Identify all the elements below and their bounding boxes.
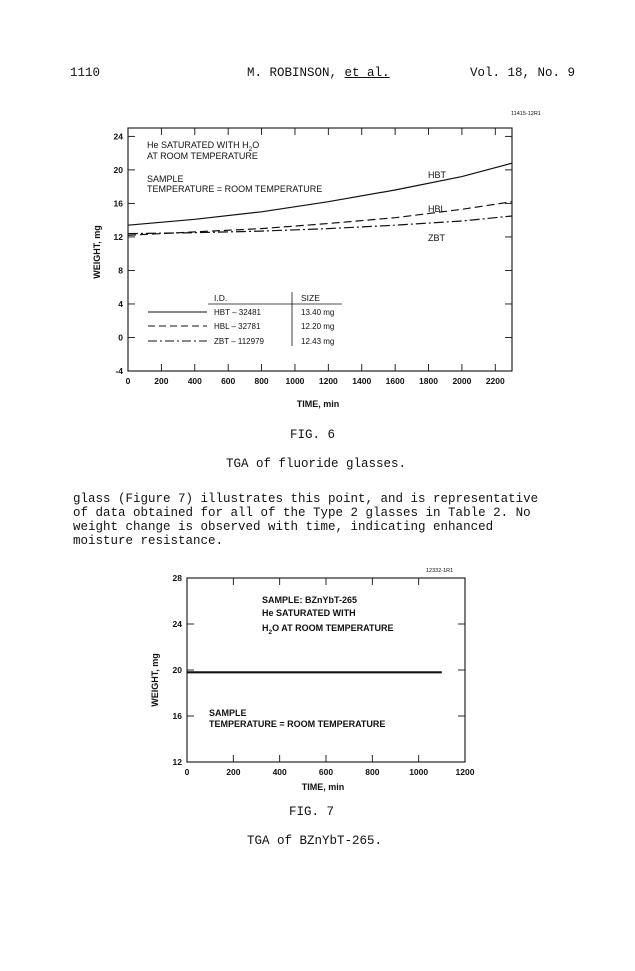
fig6-caption: TGA of fluoride glasses. [226, 457, 407, 471]
fig7-caption: TGA of BZnYbT-265. [247, 834, 383, 848]
x-tick-label: 1200 [318, 376, 338, 386]
fig6-table-header-size: SIZE [301, 293, 320, 303]
series-line-hbt [128, 163, 512, 225]
series-line-hbl [128, 202, 512, 236]
x-tick-label: 800 [365, 767, 380, 777]
fig6-y-axis-label: WEIGHT, mg [92, 225, 102, 279]
fig6-table-row-hbl-size: 12.20 mg [301, 322, 335, 331]
y-tick-label: 16 [172, 711, 182, 721]
fig6-series-label-hbt: HBT [428, 170, 446, 180]
fig7-sample-line1: SAMPLE [209, 708, 247, 718]
y-tick-label: 4 [118, 298, 123, 309]
x-tick-label: 400 [272, 767, 287, 777]
authors-main: M. ROBINSON, [247, 66, 345, 80]
fig6-series-label-hbl: HBL [428, 204, 446, 214]
x-tick-label: 200 [154, 376, 169, 386]
fig6-table-header-id: I.D. [214, 293, 228, 303]
y-tick-label: 16 [113, 198, 123, 209]
fig7-plot-frame [187, 578, 465, 762]
volume-info: Vol. 18, No. 9 [470, 66, 576, 80]
y-tick-label: 8 [118, 265, 123, 276]
fig7-note-line1: SAMPLE: BZnYbT-265 [262, 595, 358, 605]
fig6-series-label-zbt: ZBT [428, 233, 445, 243]
x-tick-label: 800 [254, 376, 269, 386]
figure-7-chart [0, 550, 635, 800]
fig6-id-code: 11415-12R1 [511, 111, 541, 117]
body-text-line-3: weight change is observed with time, indicating enhanced [73, 520, 494, 534]
fig7-note-line3: $H_2O$ AT ROOM TEMPERATURE [262, 623, 394, 636]
x-tick-label: 1600 [385, 376, 405, 386]
x-tick-label: 1800 [419, 376, 438, 386]
y-tick-label: 12 [113, 231, 123, 242]
x-tick-label: 0 [125, 376, 131, 386]
x-tick-label: 1200 [455, 767, 475, 777]
x-tick-label: 200 [226, 767, 241, 777]
body-text-line-2: of data obtained for all of the Type 2 glasses in Table 2. No [73, 506, 531, 520]
x-tick-label: 400 [187, 376, 202, 386]
y-tick-label: 28 [172, 573, 182, 583]
fig6-table-row-hbl-id: HBL – 32781 [214, 322, 261, 331]
fig6-table-row-zbt-id: ZBT – 112979 [214, 337, 264, 346]
x-tick-label: 2000 [452, 376, 472, 386]
fig6-series [128, 163, 512, 235]
y-tick-label: 24 [172, 619, 182, 629]
body-text-line-1: glass (Figure 7) illustrates this point, and is representative [73, 492, 539, 506]
fig6-table-row-hbt-id: HBT – 32481 [214, 308, 261, 317]
fig6-plot-frame [128, 128, 512, 371]
x-tick-label: 0 [184, 767, 190, 777]
x-tick-label: 1000 [409, 767, 429, 777]
fig7-note-line2: He SATURATED WITH [262, 608, 356, 618]
y-tick-label: -4 [115, 366, 123, 376]
page-number: 1110 [70, 66, 101, 80]
fig7-x-axis-label: TIME, min [301, 782, 345, 792]
fig6-sample-line1: SAMPLE [147, 174, 184, 184]
y-tick-label: 20 [113, 164, 123, 175]
fig6-x-axis-label: TIME, min [296, 399, 340, 409]
figure-6-chart [0, 0, 635, 420]
authors-etal: et al. [344, 66, 390, 80]
y-tick-label: 12 [172, 757, 182, 767]
x-tick-label: 600 [221, 376, 236, 386]
fig6-label: FIG. 6 [290, 428, 336, 442]
y-tick-label: 0 [118, 332, 123, 343]
body-text-line-4: moisture resistance. [73, 534, 224, 548]
fig6-sample-line2: TEMPERATURE = ROOM TEMPERATURE [147, 184, 323, 194]
fig7-label: FIG. 7 [289, 805, 335, 819]
fig6-table-row-hbt-size: 13.40 mg [301, 308, 335, 317]
y-tick-label: 20 [172, 665, 182, 675]
x-tick-label: 600 [318, 767, 334, 777]
fig6-note-line2: AT ROOM TEMPERATURE [147, 151, 258, 161]
x-tick-label: 2200 [485, 376, 505, 386]
fig6-x-axis [126, 128, 505, 386]
fig6-table-row-zbt-size: 12.43 mg [301, 337, 335, 346]
fig7-id-code: 12332-1R1 [426, 568, 454, 574]
x-tick-label: 1400 [352, 376, 372, 386]
x-tick-label: 1000 [285, 376, 305, 386]
fig6-note-line1: He SATURATED WITH $H_2O$ [147, 140, 260, 153]
fig7-y-axis-label: WEIGHT, mg [150, 653, 160, 707]
fig7-sample-line2: TEMPERATURE = ROOM TEMPERATURE [209, 719, 386, 729]
series-line-zbt [128, 216, 512, 234]
y-tick-label: 24 [113, 131, 123, 142]
